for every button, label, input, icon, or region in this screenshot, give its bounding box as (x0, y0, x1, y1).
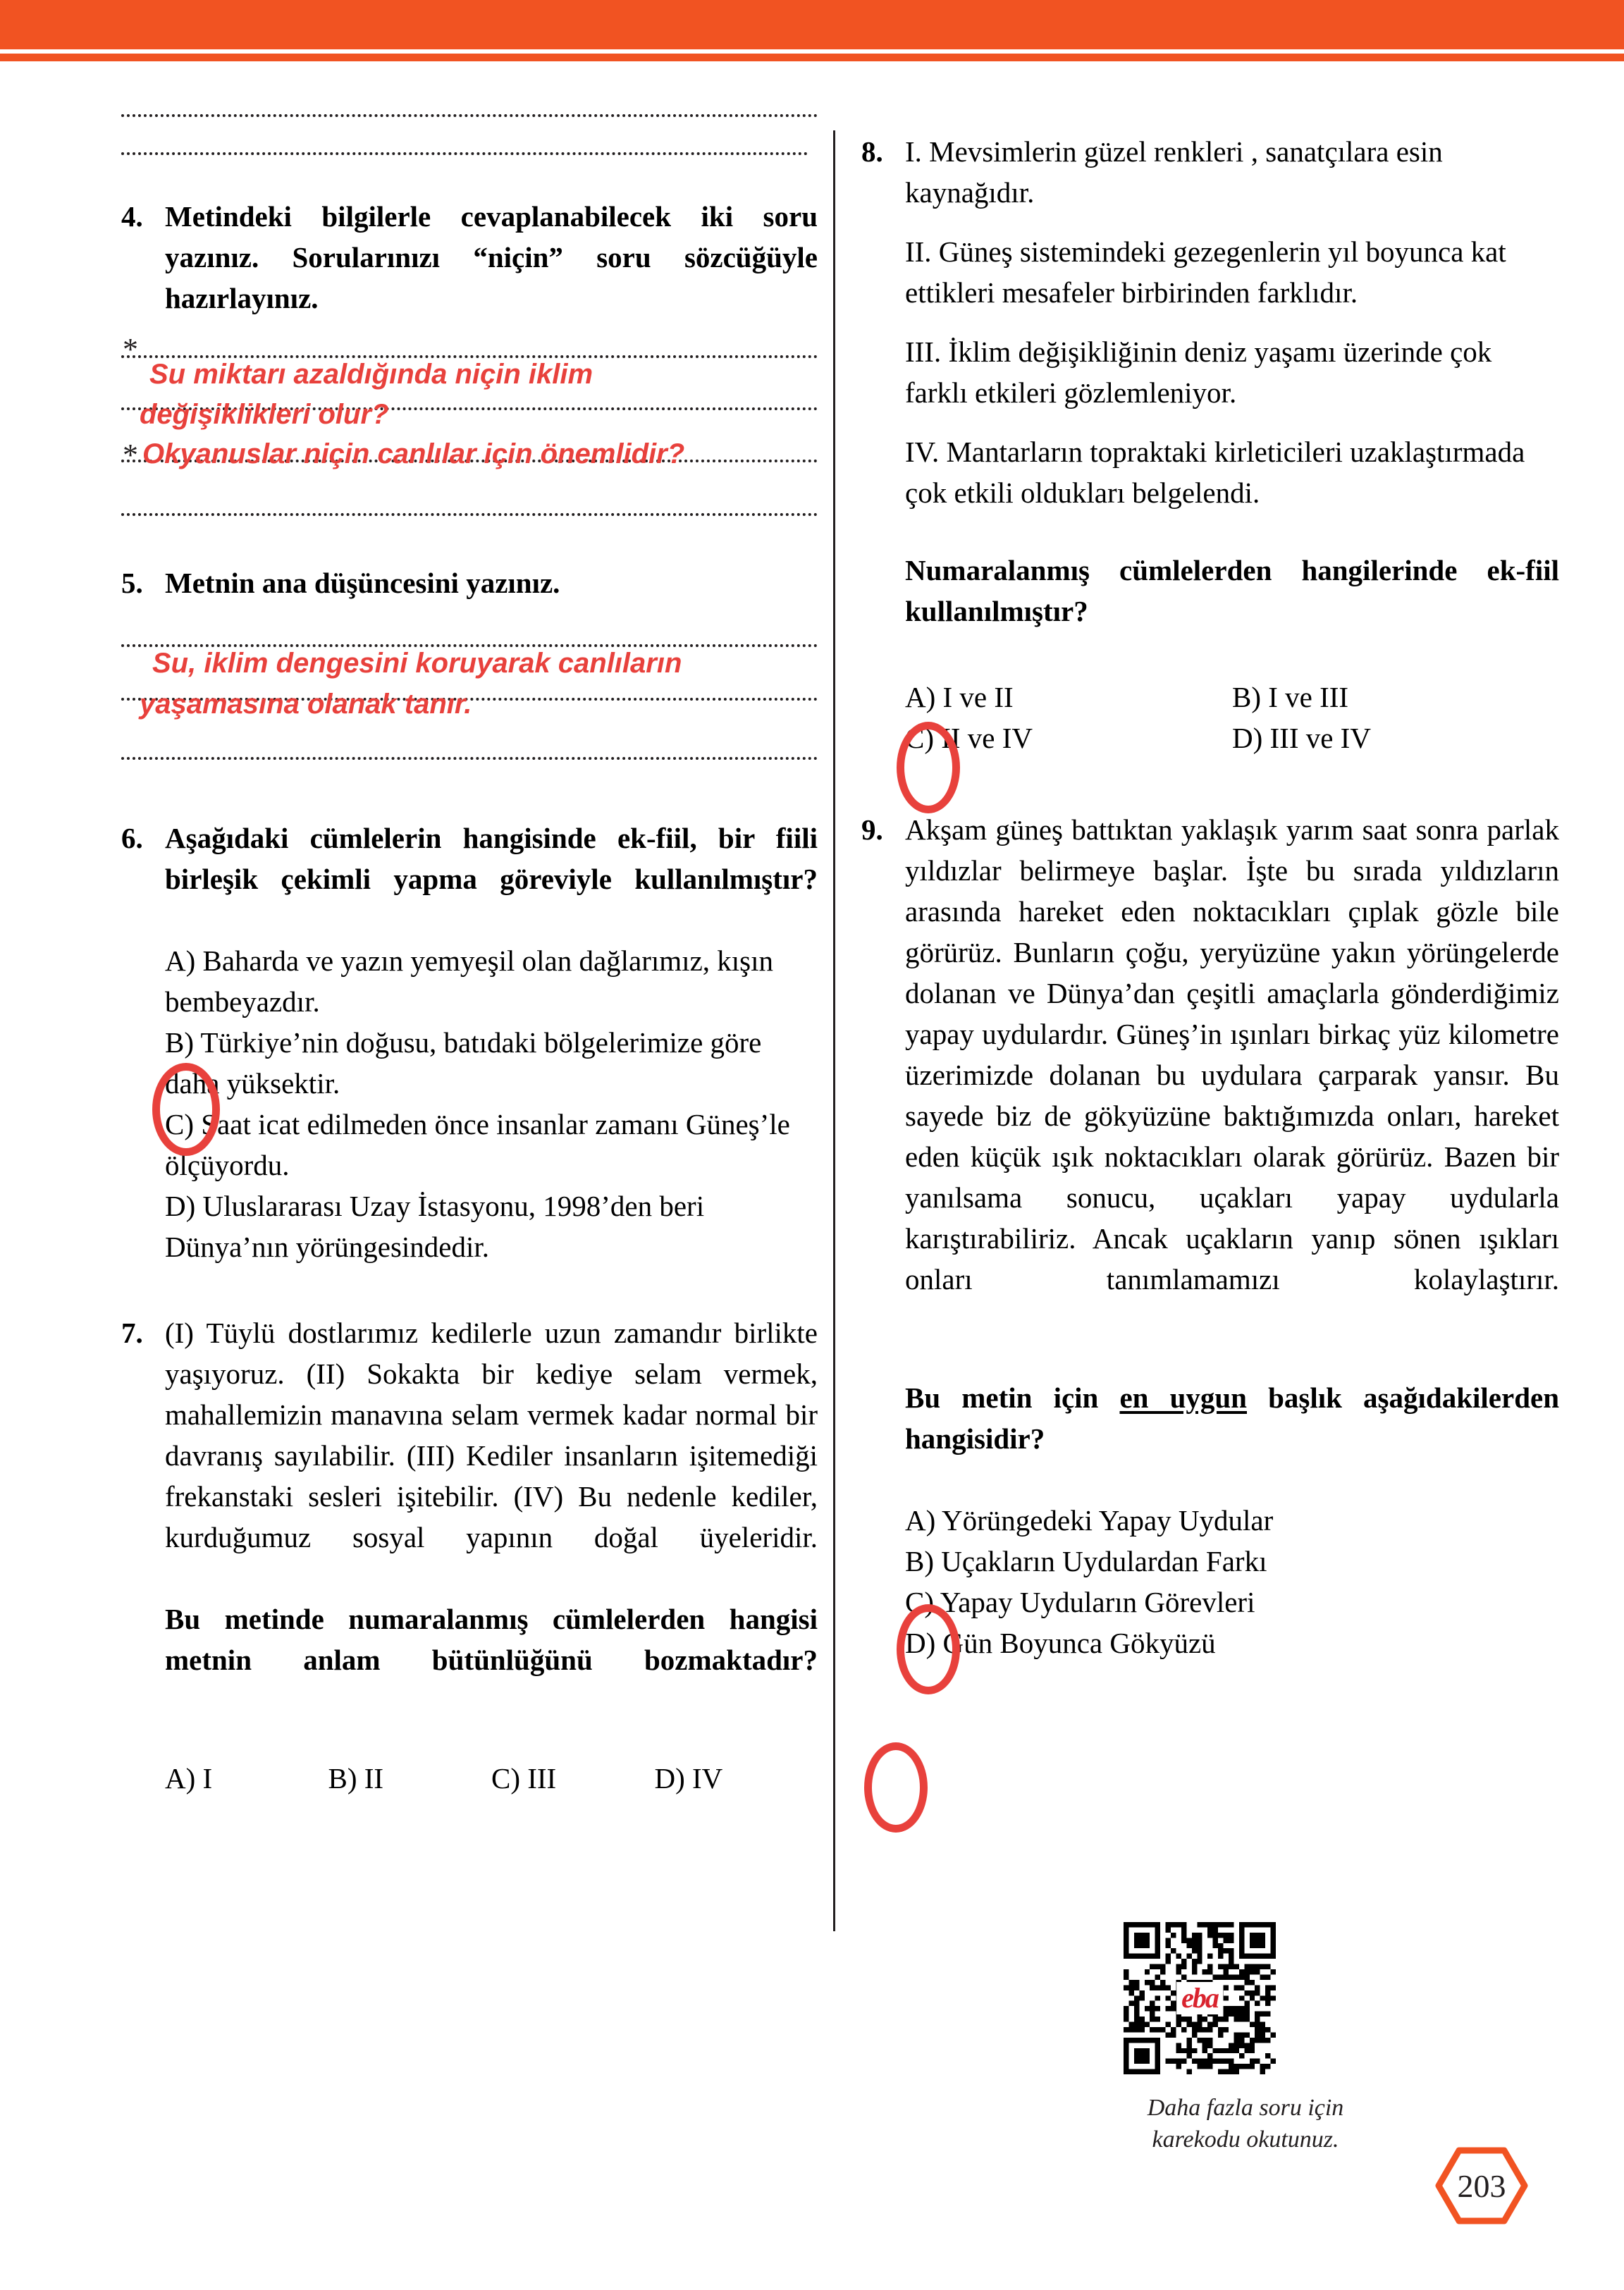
question-4-stem: Metindeki bilgilerle cevaplanabilecek iki soru yazınız. Sorularınızı “niçin” soru sözcüğüyle hazırlayınız. (165, 200, 818, 314)
question-7-option-b[interactable]: B) II (328, 1762, 384, 1795)
question-6-stem: Aşağıdaki cümlelerin hangisinde ek-fiil, bir fiili birleşik çekimli yapma göreviyle kullanılmıştır? (165, 822, 818, 895)
answer-dotted-line[interactable] (121, 502, 818, 526)
bullet-asterisk: * (123, 332, 138, 367)
page-number: 203 (1457, 2167, 1506, 2204)
qr-caption-line-2: karekodu okutunuz. (1152, 2126, 1339, 2153)
question-8-option-d[interactable]: D) III ve IV (1232, 722, 1371, 754)
question-8-option-a[interactable]: A) I ve II (905, 681, 1014, 713)
answer-dotted-line[interactable] (121, 746, 818, 770)
question-5-stem: Metnin ana düşüncesini yazınız. (165, 567, 560, 599)
header-banner (0, 0, 1624, 49)
question-8-item-3: III. İklim değişikliğinin deniz yaşamı üzerinde çok farklı etkileri gözlemleniyor. (905, 336, 1492, 409)
bullet-asterisk: * (123, 438, 138, 472)
question-5-number: 5. (121, 567, 143, 599)
page-body (0, 85, 1624, 2199)
question-9 (861, 809, 1559, 1663)
question-6-option-c[interactable]: C) Saat icat edilmeden önce insanlar zamanı Güneş’le ölçüyordu. (165, 1108, 790, 1181)
question-9-option-c[interactable]: C) Yapay Uyduların Görevleri (905, 1586, 1255, 1618)
question-7-option-a[interactable]: A) I (165, 1762, 213, 1795)
handwritten-answer-line: Okyanuslar niçin canlılar için önemlidir? (142, 438, 685, 469)
question-9-stem-part2: başlık aşağıdakilerden hangisidir? (905, 1381, 1559, 1455)
question-5 (121, 562, 818, 770)
question-9-stem (905, 1377, 1559, 1500)
question-6-option-a[interactable]: A) Baharda ve yazın yemyeşil olan dağlarımız, kışın bembeyazdır. (165, 944, 774, 1018)
question-9-passage: Akşam güneş battıktan yaklaşık yarım saat sonra parlak yıldızlar belirmeye başlar. İşte bu sırada yıldızların arasında hareket eden noktacıkları çıplak gözle bile görürüz. Bunların çoğu, yeryüzüne yakın yörüngelerde dolanan ve Dünya’dan çeşitli amaçlarla gönderdiğimiz yapay uydulardır. Güneş’in ışınları birkaç yüz kilometre üzerimizde dolanan bu uydulara çarparak yansır. Bu sayede biz de gökyüzüne baktığımızda onları, hareket eden küçük ışık noktacıkları olarak görürüz. Bazen bir yanılsama sonucu, uçakları yapay uydularla karıştırabiliriz. Ancak uçakların yanıp sönen ışıkları onları tanımlamamızı kolaylaştırır. (905, 813, 1559, 1295)
question-7-passage: (I) Tüylü dostlarımız kedilerle uzun zamandır birlikte yaşıyoruz. (II) Sokakta bir kediye selam vermek, mahallemizin manavına selam vermek kadar normal bir davranış sayılabilir. (III) Kediler insanların işitemediği frekanstaki sesleri işitebilir. (IV) Bu nedenle kediler, kurduğumuz sosyal yapının doğal üyeleridir. (165, 1317, 818, 1553)
question-6-option-d[interactable]: D) Uluslararası Uzay İstasyonu, 1998’den beri Dünya’nın yörüngesindedir. (165, 1190, 705, 1263)
question-9-option-b[interactable]: B) Uçakların Uydulardan Farkı (905, 1545, 1267, 1577)
answer-dotted-line[interactable] (121, 141, 818, 165)
handwritten-answer-line: Su miktarı azaldığında niçin iklim (149, 359, 593, 390)
right-column (861, 85, 1559, 1663)
qr-caption-line-1: Daha fazla soru için (1147, 2095, 1344, 2121)
question-8-item-1: I. Mevsimlerin güzel renkleri , sanatçılara esin kaynağıdır. (905, 135, 1443, 209)
qr-code[interactable] (1124, 1922, 1276, 2074)
marked-answer-circle-d (864, 1742, 928, 1833)
question-6-option-b[interactable]: B) Türkiye’nin doğusu, batıdaki bölgelerimize göre daha yüksektir. (165, 1026, 762, 1100)
eba-logo: eba (1176, 1982, 1223, 2014)
question-9-stem-emphasis: en uygun (1119, 1381, 1247, 1414)
question-6 (121, 818, 818, 1267)
question-9-option-d[interactable]: D) Gün Boyunca Gökyüzü (905, 1627, 1216, 1659)
handwritten-answer-line: yaşamasına olanak tanır. (140, 689, 472, 720)
question-8-stem: Numaralanmış cümlelerden hangilerinde ek-fiil kullanılmıştır? (905, 554, 1559, 627)
question-9-stem-part1: Bu metin için (905, 1381, 1120, 1414)
handwritten-answer-line: Su, iklim dengesini koruyarak canlıların (152, 648, 682, 679)
page-number-badge (1435, 2147, 1528, 2224)
question-4-number: 4. (121, 200, 143, 233)
question-7 (121, 1312, 818, 1799)
question-6-number: 6. (121, 822, 143, 854)
question-4 (121, 196, 818, 526)
question-7-number: 7. (121, 1317, 143, 1349)
question-8-number: 8. (861, 135, 883, 168)
question-7-option-c[interactable]: C) III (491, 1762, 557, 1795)
question-7-stem: Bu metinde numaralanmış cümlelerden hangisi metnin anlam bütünlüğünü bozmaktadır? (165, 1603, 818, 1676)
qr-caption (1097, 2092, 1394, 2155)
question-8-item-4: IV. Mantarların topraktaki kirleticileri uzaklaştırmada çok etkili oldukları belgelendi. (905, 436, 1525, 509)
left-column (121, 85, 818, 1799)
question-8-option-c[interactable]: C) II ve IV (905, 722, 1033, 754)
question-7-option-d[interactable]: D) IV (654, 1762, 723, 1795)
question-9-option-a[interactable]: A) Yörüngedeki Yapay Uydular (905, 1504, 1274, 1537)
answer-dotted-line[interactable] (121, 103, 818, 127)
question-8-item-2: II. Güneş sistemindeki gezegenlerin yıl boyunca kat ettikleri mesafeler birbirinden farklıdır. (905, 235, 1506, 309)
question-9-number: 9. (861, 813, 883, 846)
header-banner-stripe (0, 54, 1624, 61)
question-8-option-b[interactable]: B) I ve III (1232, 681, 1349, 713)
column-divider (833, 130, 835, 1931)
question-8 (861, 131, 1559, 758)
handwritten-answer-line: değişiklikleri olur? (140, 399, 389, 430)
